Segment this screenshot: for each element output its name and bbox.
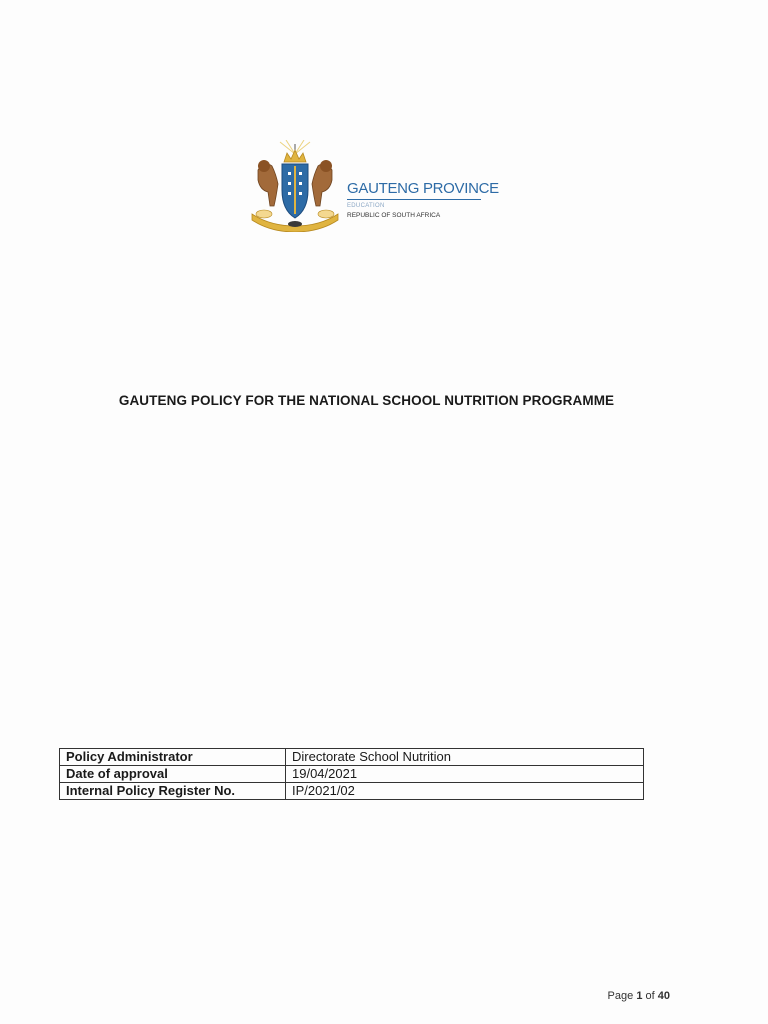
gauteng-logo: [246, 140, 499, 232]
table-row: [60, 766, 644, 783]
coat-of-arms-icon: [246, 140, 344, 232]
page-word: Page: [607, 990, 634, 1002]
meta-label: Policy Administrator: [60, 749, 286, 766]
page-total: 40: [657, 990, 670, 1002]
logo-republic: REPUBLIC OF SOUTH AFRICA: [347, 212, 441, 219]
meta-value: IP/2021/02: [286, 783, 644, 800]
table-row: [60, 749, 644, 766]
document-title: GAUTENG POLICY FOR THE NATIONAL SCHOOL NUTRITION PROGRAMME: [118, 393, 615, 408]
meta-label: Internal Policy Register No.: [60, 783, 286, 800]
meta-value: Directorate School Nutrition: [286, 749, 644, 766]
logo-department: EDUCATION: [347, 203, 385, 209]
page-number: [608, 990, 670, 1002]
of-word: of: [645, 990, 655, 1002]
page-current: 1: [636, 990, 643, 1002]
logo-text-block: [347, 180, 497, 221]
meta-value: 19/04/2021: [286, 766, 644, 783]
meta-label: Date of approval: [60, 766, 286, 783]
logo-divider: [347, 199, 481, 200]
logo-province-name: GAUTENG PROVINCE: [347, 180, 499, 197]
policy-meta-table: [59, 748, 644, 800]
table-row: [60, 783, 644, 800]
